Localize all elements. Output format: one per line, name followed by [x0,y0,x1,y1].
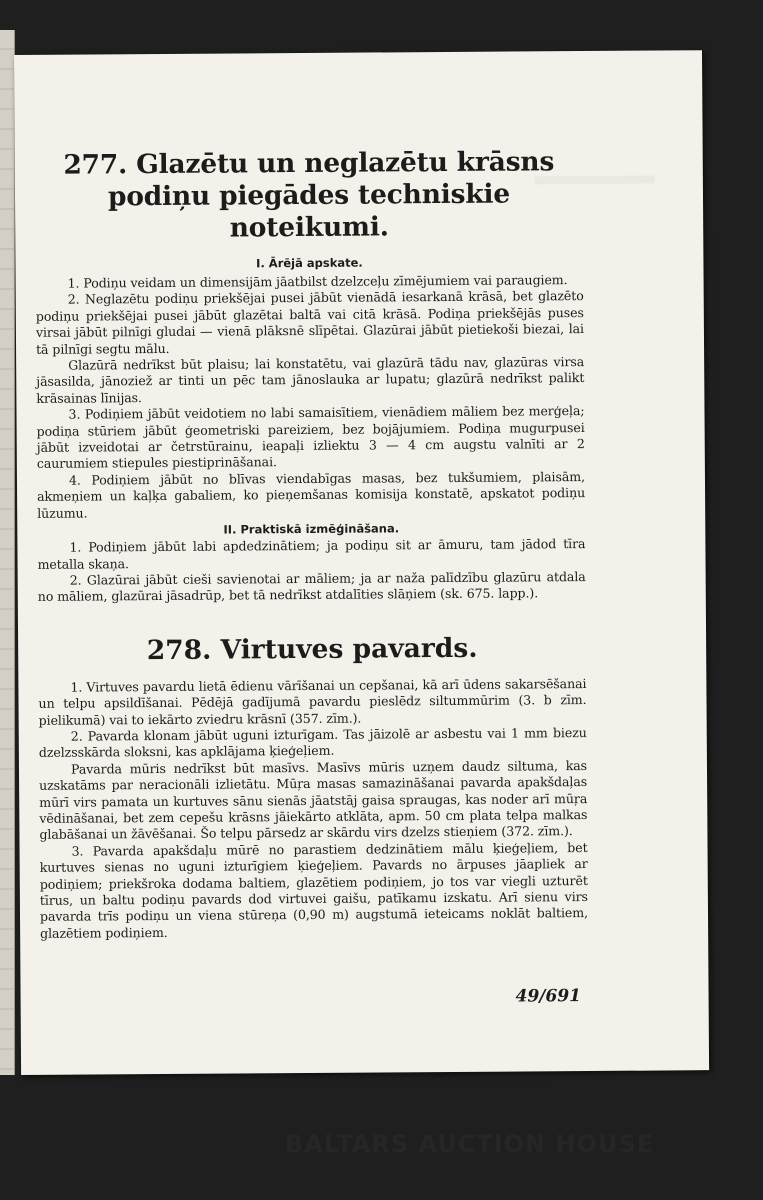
page-number: 49/691 [515,986,582,1007]
page-content [35,146,589,942]
title-277-line2: podiņu piegādes techniskie noteikumi. [107,178,511,244]
subheading-practical-testing: II. Praktiskā izmēģināšana. [223,521,400,537]
subheading-external-inspection: I. Ārējā apskate. [256,255,363,271]
paragraph: 2. Glazūrai jābūt cieši savienotai ar māliem; ja ar naža palīdzību glazūru atdala no māliem, glazūrai jāsadrūp, bet tā nedrīkst atdalīties slāņiem (sk. 675. lapp.). [37,568,586,605]
paragraph: 2. Pavarda klonam jābūt uguni izturīgam. Tas jāizolē ar asbestu vai 1 mm biezu dzelzsskārda sloksni, kas apklājama ķieģeļiem. [38,724,587,761]
auction-watermark: BALTARS AUCTION HOUSE [285,1130,655,1158]
paragraph: 1. Virtuves pavardu lietā ēdienu vārīšanai un cepšanai, kā arī ūdens sakarsēšanai un telpu apsildīšanai. Pēdējā gadījumā pavardu pieslēdz siltummūrim (3. b zīm. pielikumā) vai to iekārto zviedru krāsnī (357. zīm.). [38,675,587,728]
left-page-edge [0,30,15,1075]
paragraph: 3. Podiņiem jābūt veidotiem no labi samaisītiem, vienādiem māliem bez merģeļa; podiņa stūriem jābūt ģeometriski pareiziem, bez bojājumiem. Podiņa mugurpusei jābūt izveidotai ar četrstūrainu, ieapaļi izliektu 3 — 4 cm augstu valnīti ar 2 caurumiem stiepules piestiprināšanai. [36,403,585,472]
section-277-title [35,146,584,246]
paragraph: Glazūrā nedrīkst būt plaisu; lai konstatētu, vai glazūrā tādu nav, glazūras virsa jāsasilda, jānoziež ar tinti un pēc tam jānoslauka ar lupatu; glazūrā nedrīkst palikt krāsainas līnijas. [36,354,585,406]
paragraph: 1. Podiņiem jābūt labi apdedzinātiem; ja podiņu sit ar āmuru, tam jādod tīra metalla skaņa. [37,536,586,572]
paragraph: 4. Podiņiem jābūt no blīvas viendabīgas masas, bez tukšumiem, plaisām, akmeņiem un kaļķa gabaliem, ko pieņemšanas komisija konstatē, apskatot podiņu lūzumu. [37,468,586,521]
paragraph: Pavarda mūris nedrīkst būt masīvs. Masīvs mūris uzņem daudz siltuma, kas uzskatāms par neracionāli izlietātu. Mūŗa masas samazināšanai pavarda apakšdaļas mūrī virs pamata un kurtuves sānu sienās jāatstāj gaisa spraugas, kas noder arī mūŗa vēdināšanai, bet zem cepešu krāsns jāiekārto atklāta, apm. 50 cm plata telpa malkas glabāšanai un žāvēšanai. Šo telpu pārsedz ar skārdu virs dzelzs stieņiem (372. zīm.). [39,757,588,843]
paragraph: 2. Neglazētu podiņu priekšējai pusei jābūt vienādā iesarkanā krāsā, bet glazēto podiņu priekšējai pusei jābūt glazētai baltā vai citā krāsā. Podiņa priekšējās puses virsai jābūt pilnīgi gludai — vienā plāksnē slīpētai. Glazūrai jābūt pietiekoši biezai, lai tā pilnīgi segtu mālu. [35,288,584,357]
section-278-title: 278. Virtuves pavards. [146,632,478,666]
paragraph: 3. Pavarda apakšdaļu mūrē no parastiem dedzinātiem mālu ķieģeļiem, bet kurtuves sienas no uguni izturīgiem ķieģeļiem. Pavards no ārpuses jāapliek ar podiņiem; priekšroka dodama baltiem, glazētiem podiņiem, jo tos var viegli uzturēt tīrus, un baltu podiņu pavards dod virtuvei gaišu, patīkamu izskatu. Arī sienu virs pavarda trīs podiņu un viena stūreņa (0,90 m) augstumā ieteicams noklāt baltiem, glazētiem podiņiem. [39,839,589,941]
paragraph: 1. Podiņu veidam un dimensijām jāatbilst dzelzceļu zīmējumiem vai paraugiem. [67,272,568,291]
title-277-line1: 277. Glazētu un neglazētu krāsns [63,146,555,181]
book-page [14,50,709,1075]
